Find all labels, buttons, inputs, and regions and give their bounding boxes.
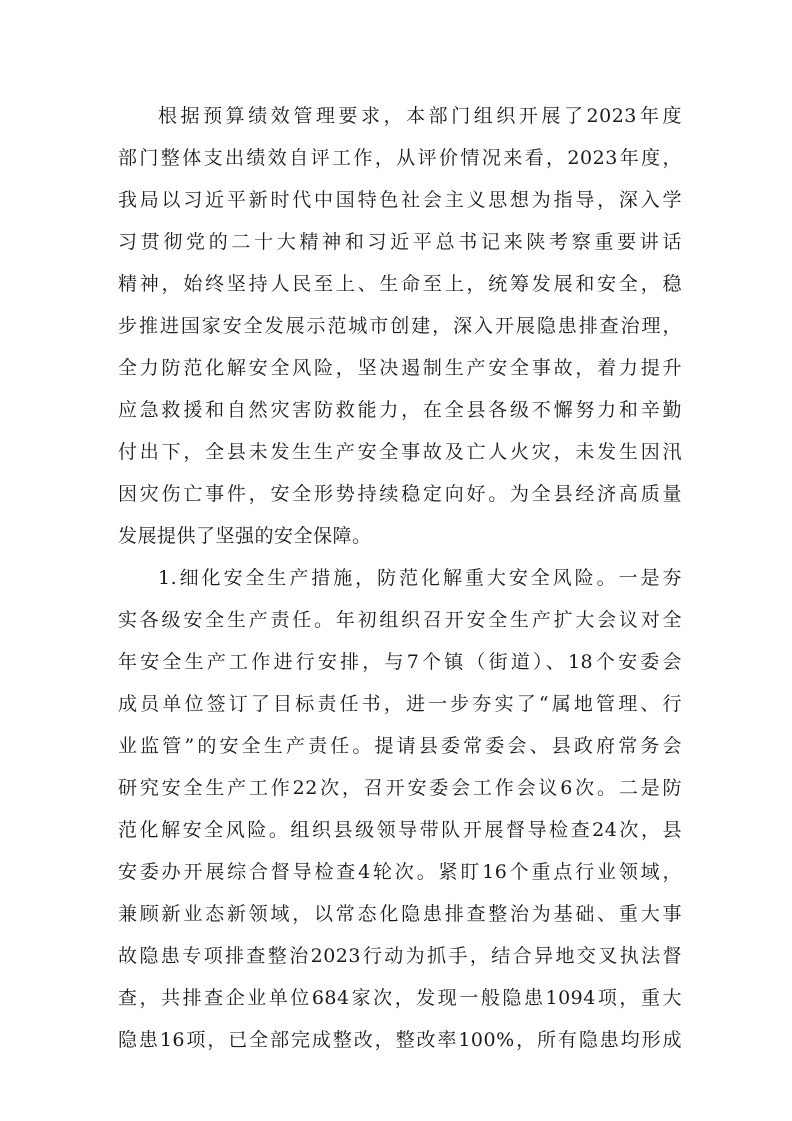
paragraph-2-line-5: 业监管”的安全生产责任。提请县委常委会、县政府常务会 (118, 735, 682, 757)
paragraph-1-line-10: 因灾伤亡事件，安全形势持续稳定向好。为全县经济高质量 (118, 483, 682, 505)
paragraph-1-line-6: 步推进国家安全发展示范城市创建，深入开展隐患排查治理， (118, 315, 682, 337)
paragraph-2-line-7: 范化解安全风险。组织县级领导带队开展督导检查24次，县 (118, 819, 682, 841)
paragraph-2-line-6: 研究安全生产工作22次，召开安委会工作会议6次。二是防 (118, 777, 682, 799)
paragraph-1-line-1: 根据预算绩效管理要求，本部门组织开展了2023年度 (158, 105, 682, 127)
paragraph-2-line-8: 安委办开展综合督导检查4轮次。紧盯16个重点行业领域， (118, 861, 682, 883)
paragraph-2-line-9: 兼顾新业态新领域，以常态化隐患排查整治为基础、重大事 (118, 903, 682, 925)
paragraph-1-line-4: 习贯彻党的二十大精神和习近平总书记来陕考察重要讲话 (118, 231, 682, 253)
paragraph-2-line-10: 故隐患专项排查整治2023行动为抓手，结合异地交叉执法督 (118, 945, 682, 967)
paragraph-1-line-9: 付出下，全县未发生生产安全事故及亡人火灾，未发生因汛 (118, 441, 682, 463)
paragraph-1-line-5: 精神，始终坚持人民至上、生命至上，统筹发展和安全，稳 (118, 273, 682, 295)
paragraph-1-line-3: 我局以习近平新时代中国特色社会主义思想为指导，深入学 (118, 189, 682, 211)
paragraph-2-line-3: 年安全生产工作进行安排，与7个镇（街道）、18个安委会 (118, 651, 682, 673)
paragraph-2-line-11: 查，共排查企业单位684家次，发现一般隐患1094项，重大 (118, 987, 682, 1009)
paragraph-1-line-11: 发展提供了坚强的安全保障。 (118, 525, 372, 547)
paragraph-1-line-2: 部门整体支出绩效自评工作，从评价情况来看，2023年度， (118, 147, 682, 169)
paragraph-2-line-4: 成员单位签订了目标责任书，进一步夯实了“属地管理、行 (118, 693, 682, 715)
paragraph-1-line-7: 全力防范化解安全风险，坚决遏制生产安全事故，着力提升 (118, 357, 682, 379)
paragraph-2-line-12: 隐患16项，已全部完成整改，整改率100%，所有隐患均形成 (118, 1029, 682, 1051)
paragraph-2-line-1: 1.细化安全生产措施，防范化解重大安全风险。一是夯 (158, 567, 682, 589)
paragraph-2-line-2: 实各级安全生产责任。年初组织召开安全生产扩大会议对全 (118, 609, 682, 631)
paragraph-1-line-8: 应急救援和自然灾害防救能力，在全县各级不懈努力和辛勤 (118, 399, 682, 421)
